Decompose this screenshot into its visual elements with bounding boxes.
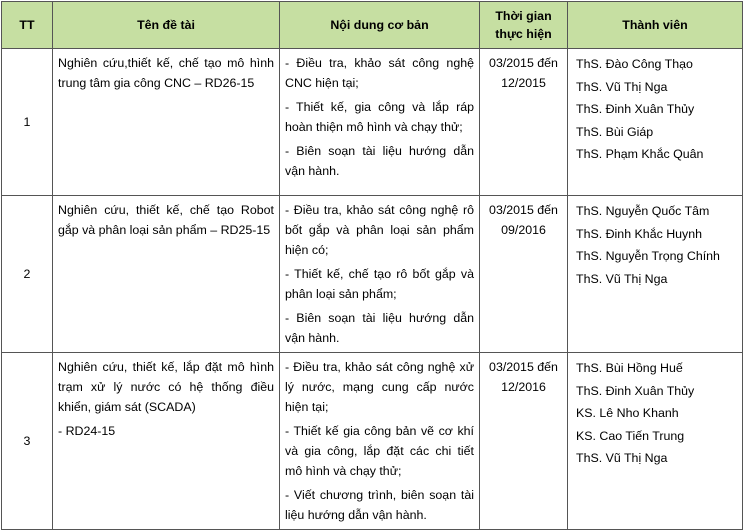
member-name: KS. Cao Tiến Trung: [576, 428, 685, 443]
member-name: ThS. Phạm Khắc Quân: [576, 147, 704, 161]
content-item: - Điều tra, khảo sát công nghệ CNC hiện tại;: [285, 56, 474, 90]
content-item: - Điều tra, khảo sát công nghệ xử lý nước, mạng cung cấp nước hiện tại;: [285, 360, 474, 414]
topic-text: Nghiên cứu, thiết kế, lắp đặt mô hình trạm xử lý nước có hệ thống điều khiển, giám sát (SCADA): [58, 360, 274, 414]
period-cell: 03/2015 đến 09/2016: [480, 196, 568, 353]
table-row: [2, 196, 743, 353]
content-cell: [280, 353, 480, 530]
members-cell: [568, 196, 743, 353]
members-cell: [568, 353, 743, 530]
member-name: ThS. Vũ Thị Nga: [576, 271, 668, 286]
period-cell: 03/2015 đến 12/2016: [480, 353, 568, 530]
row-number: 3: [2, 353, 53, 530]
member-name: ThS. Vũ Thị Nga: [576, 451, 668, 465]
header-members: Thành viên: [568, 2, 743, 49]
member-name: ThS. Nguyễn Trọng Chính: [576, 249, 720, 263]
header-row: [2, 2, 743, 49]
member-name: KS. Lê Nho Khanh: [576, 406, 679, 420]
member-name: ThS. Đinh Xuân Thủy: [576, 383, 695, 398]
header-period: [480, 2, 568, 49]
member-name: ThS. Bùi Hồng Huế: [576, 361, 683, 375]
header-tt: TT: [2, 2, 53, 49]
period-cell: 03/2015 đến 12/2015: [480, 49, 568, 196]
header-period-line2: thực hiện: [495, 27, 552, 41]
content-item: - Điều tra, khảo sát công nghệ rô bốt gắp và phân loại sản phẩm hiện có;: [285, 203, 474, 257]
topic-cell: [53, 196, 280, 353]
topic-code: - RD24-15: [58, 424, 116, 438]
member-name: ThS. Đinh Khắc Huynh: [576, 226, 703, 241]
member-name: ThS. Đinh Xuân Thủy: [576, 102, 695, 116]
research-topics-table: [1, 1, 743, 530]
header-period-line1: Thời gian: [495, 9, 552, 23]
header-topic: Tên đề tài: [53, 2, 280, 49]
members-cell: [568, 49, 743, 196]
content-item: - Biên soạn tài liệu hướng dẫn vận hành.: [285, 144, 474, 178]
row-number: 1: [2, 49, 53, 196]
table-row: [2, 353, 743, 530]
content-item: - Thiết kế gia công bản vẽ cơ khí và gia công, lắp đặt các chi tiết mô hình và chạy thử;: [285, 424, 474, 478]
table-row: [2, 49, 743, 196]
member-name: ThS. Nguyễn Quốc Tâm: [576, 204, 710, 218]
content-cell: [280, 196, 480, 353]
member-name: ThS. Bùi Giáp: [576, 124, 654, 139]
topic-text: Nghiên cứu, thiết kế, chế tạo Robot gắp và phân loại sản phẩm – RD25-15: [58, 203, 274, 237]
content-item: - Biên soạn tài liệu hướng dẫn vận hành.: [285, 311, 474, 345]
row-number: 2: [2, 196, 53, 353]
topic-cell: [53, 49, 280, 196]
member-name: ThS. Đào Công Thạo: [576, 57, 693, 71]
content-item: - Thiết kế, gia công và lắp ráp hoàn thiện mô hình và chạy thử;: [285, 100, 474, 134]
member-name: ThS. Vũ Thị Nga: [576, 79, 668, 94]
header-content: Nội dung cơ bản: [280, 2, 480, 49]
topic-text: Nghiên cứu,thiết kế, chế tạo mô hình trung tâm gia công CNC – RD26-15: [58, 56, 274, 90]
content-item: - Thiết kế, chế tạo rô bốt gắp và phân loại sản phẩm;: [285, 267, 474, 301]
content-item: - Viết chương trình, biên soạn tài liệu hướng dẫn vận hành.: [285, 488, 474, 522]
content-cell: [280, 49, 480, 196]
topic-cell: [53, 353, 280, 530]
